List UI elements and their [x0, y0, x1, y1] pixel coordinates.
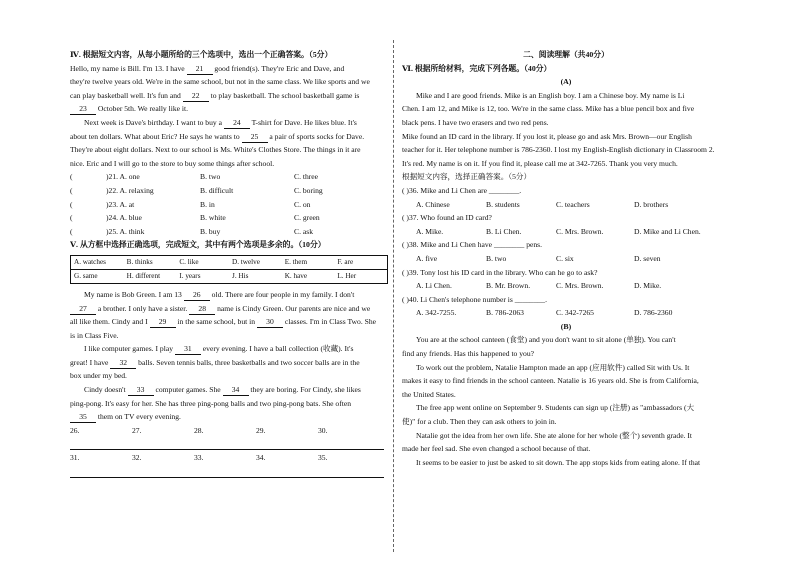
- passage-line: [70, 130, 388, 144]
- answer-blank: [132, 439, 198, 450]
- option-c: C. boring: [294, 185, 323, 195]
- blank-number: 34: [223, 385, 249, 396]
- passage-line: [70, 62, 388, 76]
- answer-row: [70, 451, 388, 478]
- blank-number: 21: [187, 64, 213, 75]
- passage-text: about ten dollars. What about Eric? He says he wants to: [70, 131, 242, 141]
- option-d: D. seven: [634, 253, 661, 263]
- multiple-choice-21-25: [70, 170, 388, 238]
- passage-line: Natalie got the idea from her own life. She ate alone for her whole (整个) seventh grade. It: [416, 430, 693, 440]
- passage-text: can play basketball well. It's fun and: [70, 90, 183, 100]
- passage-2: [70, 288, 388, 424]
- passage-text: My name is Bob Green. I am 13: [84, 289, 184, 299]
- passage-b: [402, 333, 730, 469]
- blank-number: 28: [189, 304, 215, 315]
- question-row: [70, 198, 388, 212]
- answer-slot: [70, 424, 132, 451]
- passage-text: a brother. I only have a sister.: [96, 303, 190, 313]
- answer-blank: [194, 439, 260, 450]
- passage-line: [70, 157, 388, 171]
- section-5-title: Ⅴ. 从方框中选择正确选项，完成短文，其中有两个选项是多余的。（10分）: [70, 240, 326, 250]
- passage-text: Next week is Dave's birthday. I want to buy a: [84, 117, 224, 127]
- section-4-title: Ⅳ. 根据短文内容，从每小题所给的三个选项中，选出一个正确答案。（5分）: [70, 50, 333, 59]
- answer-blank: [256, 467, 322, 478]
- answer-label: 27.: [132, 425, 142, 435]
- reading-questions-36-40: [402, 184, 730, 320]
- blank-number: 23: [70, 104, 96, 115]
- option-c: C. Mrs. Brown.: [556, 281, 604, 291]
- word-bank-box: [70, 255, 388, 284]
- question-options: [402, 198, 730, 212]
- option-c: C. three: [294, 172, 319, 182]
- blank-number: 25: [242, 132, 268, 143]
- passage-line: teacher for it. Her telephone number is 786-2360. I lost my English-English dictionary in Classroom 2.: [402, 145, 715, 155]
- blank-number: 26: [184, 290, 210, 301]
- section-6-title: Ⅵ. 根据所给材料，完成下列各题。（40分）: [402, 63, 552, 73]
- passage-line: You are at the school canteen (食堂) and you don't want to sit alone (单独). You can't: [416, 335, 676, 345]
- option-b: B. in: [200, 199, 215, 209]
- answer-label: 31.: [70, 453, 80, 463]
- answer-label: 33.: [194, 453, 204, 463]
- passage-line: [70, 143, 388, 157]
- option-b: B. difficult: [200, 185, 234, 195]
- answer-slot: [194, 424, 256, 451]
- passage-line: Chen. I am 12, and Mike is 12, too. We're in the same class. Mike has a blue pencil box and five: [402, 104, 695, 114]
- passage-text: a pair of sports socks for Dave.: [267, 131, 365, 141]
- option-a: A. 342-7255.: [416, 308, 457, 318]
- blank-number: 35: [70, 412, 96, 423]
- passage-line: To work out the problem, Natalie Hampton made an app (应用软件) called Sit with Us. It: [416, 362, 690, 372]
- passage-text: nice. Eric and I will go to the store to buy some things after school.: [70, 158, 275, 168]
- word-option: L. Her: [337, 271, 357, 280]
- answer-slot: [70, 451, 132, 478]
- passage-text: is in Class Five.: [70, 330, 119, 340]
- answer-slot: [318, 424, 380, 451]
- passage-line: It's red. My name is on it. If you find it, please call me at 342-7265. Thank you very much.: [402, 158, 678, 168]
- question-options: [402, 252, 730, 266]
- question-options: [402, 279, 730, 293]
- passage-line: 使)" for a club. Then they can ask others to join in.: [402, 417, 557, 427]
- word-option: G. same: [74, 271, 98, 280]
- word-option: H. different: [126, 271, 161, 280]
- option-b: B. buy: [200, 226, 221, 236]
- question-row: [70, 225, 388, 239]
- option-d: D. brothers: [634, 199, 669, 209]
- answer-blank: [318, 467, 384, 478]
- word-option: C. like: [179, 257, 199, 266]
- passage-text: every evening. I have a ball collection (收藏). It's: [200, 344, 354, 354]
- right-column: [402, 48, 730, 469]
- question-row: [70, 184, 388, 198]
- question-stem: ( )37. Who found an ID card?: [402, 213, 492, 223]
- passage-line: find any friends. Has this happened to you?: [402, 349, 535, 359]
- passage-line: The free app went online on September 9. Students can sign up (注册) as "ambassadors (大: [416, 403, 695, 413]
- option-b: B. 786-2063: [486, 308, 524, 318]
- passage-text: all like them. Cindy and I: [70, 317, 150, 327]
- blank-number: 32: [110, 358, 136, 369]
- question-stem: ( )36. Mike and Li Chen are ________.: [402, 185, 522, 195]
- option-c: C. ask: [294, 226, 313, 236]
- answer-label: 26.: [70, 425, 80, 435]
- blank-number: 24: [224, 118, 250, 129]
- passage-line: Mike found an ID card in the library. If you lost it, please go and ask Mrs. Brown—our English: [402, 131, 692, 141]
- passage-text: computer games. She: [153, 385, 223, 395]
- question-stem: ( )40. Li Chen's telephone number is ________.: [402, 294, 547, 304]
- passage-line: [70, 342, 388, 356]
- passage-text: great! I have: [70, 357, 111, 367]
- passage-text: in the same school, but in: [175, 317, 257, 327]
- answer-blank: [318, 439, 384, 450]
- word-bank-row: [71, 269, 387, 283]
- passage-text: Hello, my name is Bill. I'm 13. I have: [70, 63, 187, 73]
- answer-blank: [132, 467, 198, 478]
- answer-label: 35.: [318, 453, 328, 463]
- passage-line: makes it easy to find friends in the school canteen. Natalie is 16 years old. She is from California,: [402, 376, 699, 386]
- question-stem: ( )39. Tony lost his ID card in the library. Who can he go to ask?: [402, 267, 598, 277]
- passage-line: [70, 383, 388, 397]
- passage-line: [70, 315, 388, 329]
- option-c: C. 342-7265: [556, 308, 594, 318]
- passage-text: Cindy doesn't: [84, 385, 128, 395]
- passage-line: [70, 369, 388, 383]
- passage-line: [70, 356, 388, 370]
- part-2-title: 二、阅读理解（共40分）: [523, 50, 609, 59]
- question-options: [402, 225, 730, 239]
- passage-line: black pens. I have two erasers and two red pens.: [402, 117, 549, 127]
- answer-slot: [256, 451, 318, 478]
- passage-text: to play basketball. The school basketball game is: [208, 90, 360, 100]
- passage-line: [70, 397, 388, 411]
- option-b: B. white: [200, 213, 226, 223]
- word-option: J. His: [232, 271, 249, 280]
- option-b: B. two: [486, 253, 507, 263]
- answer-paren: (: [70, 172, 73, 182]
- passage-line: made her feel sad. She even changed a school because of that.: [402, 444, 591, 454]
- passage-a: [402, 89, 730, 171]
- answer-label: 32.: [132, 453, 142, 463]
- word-option: E. them: [284, 257, 308, 266]
- passage-line: It seems to be easier to just be asked to sit down. The app stops kids from eating alone. If that: [416, 457, 701, 467]
- option-d: D. Mike.: [634, 281, 662, 291]
- option-c: C. six: [556, 253, 574, 263]
- left-column: [70, 48, 388, 478]
- passage-line: [70, 116, 388, 130]
- passage-text: I like computer games. I play: [84, 344, 175, 354]
- word-option: D. twelve: [232, 257, 260, 266]
- option-a: )23. A. at: [106, 199, 135, 209]
- passage-text: ping-pong. It's easy for her. She has three ping-pong balls and two ping-pong bats. She often: [70, 398, 352, 408]
- passage-text: old. There are four people in my family. I don't: [209, 289, 355, 299]
- answer-paren: (: [70, 199, 73, 209]
- passage-line: [70, 102, 388, 116]
- passage-b-label: (B): [560, 321, 572, 331]
- blank-number: 31: [175, 344, 201, 355]
- option-a: A. Chinese: [416, 199, 450, 209]
- option-b: B. Mr. Brown.: [486, 281, 531, 291]
- passage-a-label: (A): [560, 77, 572, 87]
- question-row: [70, 170, 388, 184]
- blank-number: 33: [128, 385, 154, 396]
- passage-line: [70, 75, 388, 89]
- option-a: A. Li Chen.: [416, 281, 452, 291]
- answer-paren: (: [70, 213, 73, 223]
- answer-slot: [132, 451, 194, 478]
- answer-blank: [194, 467, 260, 478]
- answer-row: [70, 424, 388, 451]
- passage-text: name is Cindy Green. Our parents are nice and we: [215, 303, 371, 313]
- option-a: A. five: [416, 253, 438, 263]
- option-c: C. green: [294, 213, 320, 223]
- answer-label: 30.: [318, 425, 328, 435]
- answer-slot: [194, 451, 256, 478]
- question-stem: ( )38. Mike and Li Chen have ________ pens.: [402, 240, 543, 250]
- passage-text: They're about eight dollars. Next to our school is Ms. White's Clothes Store. The things in it are: [70, 145, 361, 155]
- word-option: K. have: [284, 271, 308, 280]
- option-d: D. Mike and Li Chen.: [634, 226, 701, 236]
- option-b: B. students: [486, 199, 520, 209]
- passage-text: good friend(s). They're Eric and Dave, and: [212, 63, 345, 73]
- option-b: B. Li Chen.: [486, 226, 522, 236]
- passage-line: [70, 288, 388, 302]
- answer-slot: [256, 424, 318, 451]
- blank-number: 29: [150, 317, 176, 328]
- passage-text: classes. I'm in Class Two. She: [282, 317, 377, 327]
- passage-line: Mike and I are good friends. Mike is an English boy. I am a Chinese boy. My name is Li: [416, 90, 685, 100]
- passage-text: them on TV every evening.: [96, 412, 181, 422]
- passage-line: [70, 329, 388, 343]
- word-option: A. watches: [74, 257, 106, 266]
- passage-text: T-shirt for Dave. He likes blue. It's: [249, 117, 357, 127]
- word-option: F. are: [337, 257, 354, 266]
- option-c: C. on: [294, 199, 311, 209]
- answer-slot: [132, 424, 194, 451]
- option-b: B. two: [200, 172, 221, 182]
- answer-label: 34.: [256, 453, 266, 463]
- passage-text: they are boring. For Cindy, she likes: [248, 385, 361, 395]
- blank-number: 30: [257, 317, 283, 328]
- option-d: D. 786-2360: [634, 308, 673, 318]
- option-a: )21. A. one: [106, 172, 140, 182]
- question-row: [70, 211, 388, 225]
- answer-paren: (: [70, 226, 73, 236]
- option-a: )22. A. relaxing: [106, 185, 154, 195]
- question-options: [402, 306, 730, 320]
- passage-text: box under my bed.: [70, 371, 127, 381]
- passage-text: October 5th. We really like it.: [96, 104, 189, 114]
- passage-1: [70, 62, 388, 171]
- option-a: )24. A. blue: [106, 213, 142, 223]
- answer-slot: [318, 451, 380, 478]
- word-option: B. thinks: [126, 257, 153, 266]
- blank-number: 27: [70, 304, 96, 315]
- passage-line: the United States.: [402, 389, 456, 399]
- passage-line: [70, 89, 388, 103]
- passage-line: [70, 302, 388, 316]
- answer-label: 29.: [256, 425, 266, 435]
- passage-text: balls. Seven tennis balls, three basketballs and two soccer balls are in the: [136, 357, 360, 367]
- blank-number: 22: [183, 91, 209, 102]
- option-a: A. Mike.: [416, 226, 444, 236]
- answer-paren: (: [70, 185, 73, 195]
- answer-label: 28.: [194, 425, 204, 435]
- option-a: )25. A. think: [106, 226, 145, 236]
- passage-a-instruction: 根据短文内容，选择正确答案。（5分）: [402, 172, 532, 182]
- answer-blank: [70, 467, 136, 478]
- option-c: C. Mrs. Brown.: [556, 226, 604, 236]
- option-c: C. teachers: [556, 199, 590, 209]
- passage-line: [70, 410, 388, 424]
- answer-blank: [70, 439, 136, 450]
- word-bank-row: [71, 256, 387, 269]
- column-divider: [393, 40, 394, 552]
- word-option: I. years: [179, 271, 201, 280]
- passage-text: they're twelve years old. We're in the same school, but not in the same class. We like sports and we: [70, 77, 370, 87]
- answer-blank: [256, 439, 322, 450]
